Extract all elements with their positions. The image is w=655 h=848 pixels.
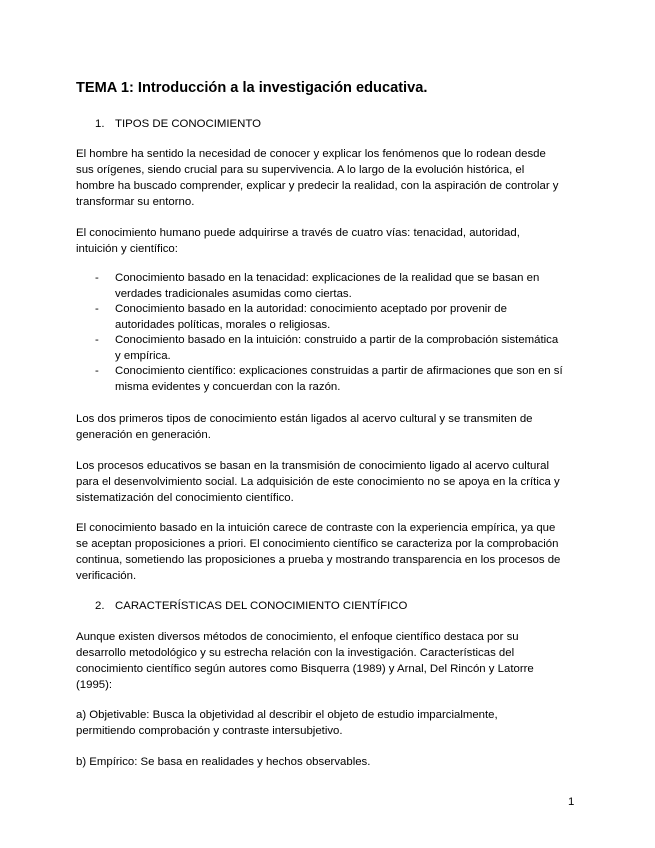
paragraph-vias: [76, 225, 586, 257]
list-item: [95, 271, 590, 302]
text-line: b) Empírico: Se basa en realidades y hechos observables.: [76, 756, 371, 768]
text-line: sus orígenes, siendo crucial para su supervivencia. A lo largo de la evolución histórica, el: [76, 164, 525, 176]
text-line: El conocimiento basado en la intuición carece de contraste con la experiencia empírica, ya que: [76, 522, 556, 534]
page-title: TEMA 1: Introducción a la investigación educativa.: [76, 80, 428, 96]
text-line: Los dos primeros tipos de conocimiento están ligados al acervo cultural y se transmiten de: [76, 413, 533, 425]
bullet-marker: -: [95, 272, 99, 284]
text-line: sistematización del conocimiento científico.: [76, 492, 294, 504]
text-line: Los procesos educativos se basan en la transmisión de conocimiento ligado al acervo cultural: [76, 460, 549, 472]
paragraph-metodos: [76, 629, 586, 693]
text-line: verificación.: [76, 570, 137, 582]
paragraph-procesos: [76, 458, 586, 506]
bullet-marker: -: [95, 303, 99, 315]
text-line: conocimiento científico según autores como Bisquerra (1989) y Arnal, Del Rincón y Latorre: [76, 663, 534, 675]
paragraph-intuicion: [76, 520, 586, 584]
list-item: [95, 364, 590, 395]
text-line: transformar su entorno.: [76, 196, 195, 208]
text-line: generación en generación.: [76, 429, 211, 441]
list-item: [95, 333, 590, 364]
section-heading-text: TIPOS DE CONOCIMIENTO: [115, 118, 261, 130]
section-heading-caracteristicas: [95, 599, 407, 614]
text-line: El hombre ha sentido la necesidad de conocer y explicar los fenómenos que lo rodean desde: [76, 148, 546, 160]
section-number: 2.: [95, 600, 105, 612]
text-line: Conocimiento basado en la autoridad: conocimiento aceptado por provenir de: [115, 303, 507, 315]
text-line: verdades tradicionales asumidas como ciertas.: [115, 287, 352, 300]
text-line: para el desenvolvimiento social. La adquisición de este conocimiento no se apoya en la crítica y: [76, 476, 560, 488]
text-line: Conocimiento basado en la intuición: construido a partir de la comprobación sistemática: [115, 334, 559, 346]
text-line: y empírica.: [115, 349, 171, 362]
text-line: se aceptan proposiciones a priori. El conocimiento científico se caracteriza por la comprobación: [76, 538, 559, 550]
text-line: Aunque existen diversos métodos de conocimiento, el enfoque científico destaca por su: [76, 631, 519, 643]
text-line: Conocimiento basado en la tenacidad: explicaciones de la realidad que se basan en: [115, 272, 540, 284]
paragraph-empirico: [76, 754, 586, 770]
text-line: Conocimiento científico: explicaciones construidas a partir de afirmaciones que son en sí: [115, 365, 563, 377]
text-line: intuición y científico:: [76, 243, 178, 255]
text-line: desarrollo metodológico y su estrecha relación con la investigación. Características del: [76, 647, 515, 659]
list-item: [95, 302, 590, 333]
text-line: El conocimiento humano puede adquirirse a través de cuatro vías: tenacidad, autoridad,: [76, 227, 520, 239]
text-line: a) Objetivable: Busca la objetividad al describir el objeto de estudio imparcialmente,: [76, 709, 498, 721]
text-line: continua, sometiendo las proposiciones a prueba y mostrando transparencia en los procesos de: [76, 554, 561, 566]
section-number: 1.: [95, 118, 105, 130]
page-number: 1: [568, 796, 575, 808]
text-line: permitiendo comprobación y contraste intersubjetivo.: [76, 725, 343, 737]
text-line: (1995):: [76, 679, 113, 691]
text-line: hombre ha buscado comprender, explicar y predecir la realidad, con la aspiración de controlar y: [76, 180, 559, 192]
bullet-marker: -: [95, 365, 99, 377]
section-heading-text: CARACTERÍSTICAS DEL CONOCIMIENTO CIENTÍFICO: [115, 600, 408, 612]
text-line: autoridades políticas, morales o religiosas.: [115, 318, 331, 331]
bullet-marker: -: [95, 334, 99, 346]
text-line: misma evidentes y concuerdan con la razón.: [115, 380, 341, 393]
section-heading-tipos: [95, 117, 261, 132]
paragraph-objetivable: [76, 707, 586, 739]
paragraph-intro: [76, 146, 586, 210]
paragraph-acervo: [76, 411, 586, 443]
knowledge-types-list: [95, 271, 590, 395]
